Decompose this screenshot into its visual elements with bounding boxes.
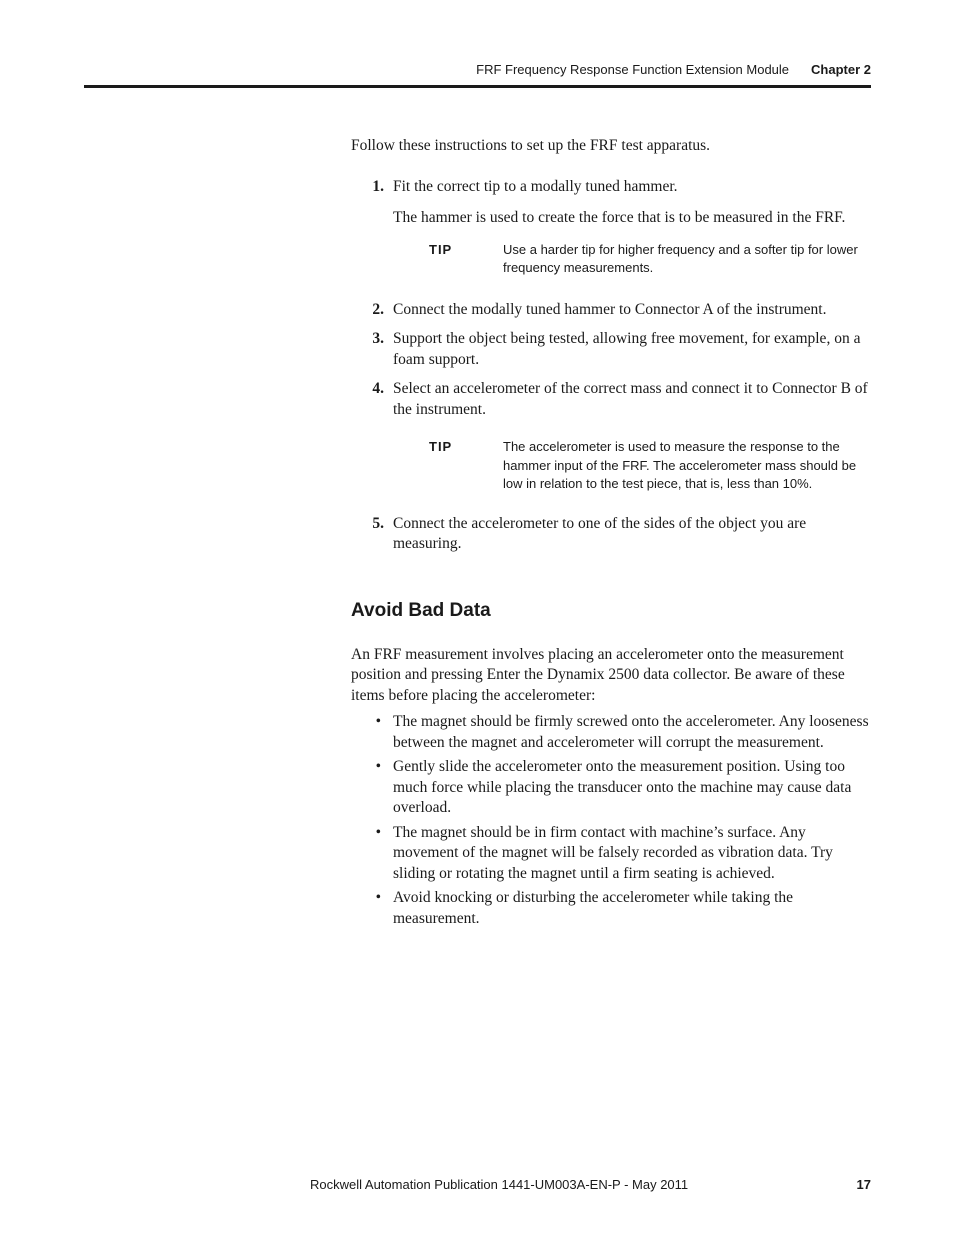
tip-box-1 [429, 241, 871, 278]
tip-box-2 [429, 438, 871, 494]
bullet-item [351, 888, 871, 929]
bullet-item [351, 712, 871, 753]
step-1-note: The hammer is used to create the force that is to be measured in the FRF. [393, 209, 846, 226]
header-chapter: Chapter 2 [811, 62, 871, 77]
page-body [351, 136, 871, 933]
intro-paragraph: Follow these instructions to set up the FRF test apparatus. [351, 137, 711, 154]
step-number: 2. [372, 300, 384, 318]
bullet-dot: • [375, 889, 381, 906]
step-text: Fit the correct tip to a modally tuned hammer. [393, 177, 678, 195]
step-number: 4. [372, 380, 384, 397]
bullet-item [351, 823, 871, 885]
step-1 [351, 177, 871, 198]
step-5 [351, 514, 871, 555]
bullet-text: Gently slide the accelerometer onto the measurement position. Using too much force while placing the transducer onto the machine may cause data overload. [393, 758, 852, 816]
publication-info: Rockwell Automation Publication 1441-UM003A-EN-P - May 2011 [310, 1177, 689, 1192]
section-heading: Avoid Bad Data [351, 599, 491, 621]
step-2 [351, 300, 871, 321]
header-title: FRF Frequency Response Function Extension Module [476, 62, 790, 77]
tip-label: TIP [429, 439, 453, 454]
step-text: Support the object being tested, allowing free movement, for example, on a foam support. [393, 330, 861, 368]
bullet-dot: • [375, 713, 381, 730]
page-number: 17 [856, 1177, 871, 1192]
bullet-text: The magnet should be in firm contact with machine’s surface. Any movement of the magnet will be falsely recorded as vibration data. Try sliding or rotating the magnet until a firm seating is achieved. [393, 823, 833, 882]
step-text: Connect the modally tuned hammer to Connector A of the instrument. [393, 300, 827, 318]
tip-label: TIP [429, 241, 453, 257]
step-3 [351, 329, 871, 370]
bullet-dot: • [375, 823, 381, 841]
step-text: Connect the accelerometer to one of the sides of the object you are measuring. [393, 514, 807, 552]
step-4 [351, 379, 871, 420]
step-text: Select an accelerometer of the correct mass and connect it to Connector B of the instrument. [393, 380, 868, 418]
page-footer [84, 1177, 871, 1195]
step-number: 1. [372, 177, 384, 195]
bullet-text: The magnet should be firmly screwed onto the accelerometer. Any looseness between the magnet and accelerometer will corrupt the measurement. [393, 713, 869, 751]
step-number: 5. [372, 514, 384, 532]
bullet-dot: • [375, 758, 381, 775]
step-number: 3. [372, 330, 384, 347]
section-paragraph: An FRF measurement involves placing an accelerometer onto the measurement position and pressing Enter the Dynamix 2500 data collector. Be aware of these items before placing the accelerometer: [351, 645, 845, 704]
bullet-item [351, 757, 871, 819]
page-header [84, 62, 871, 88]
tip-text: Use a harder tip for higher frequency and a softer tip for lower frequency measurements. [503, 241, 858, 275]
tip-text: The accelerometer is used to measure the response to the hammer input of the FRF. The accelerometer mass should be low in relation to the test piece, that is, less than 10%. [503, 439, 857, 491]
bullet-text: Avoid knocking or disturbing the accelerometer while taking the measurement. [393, 889, 794, 927]
